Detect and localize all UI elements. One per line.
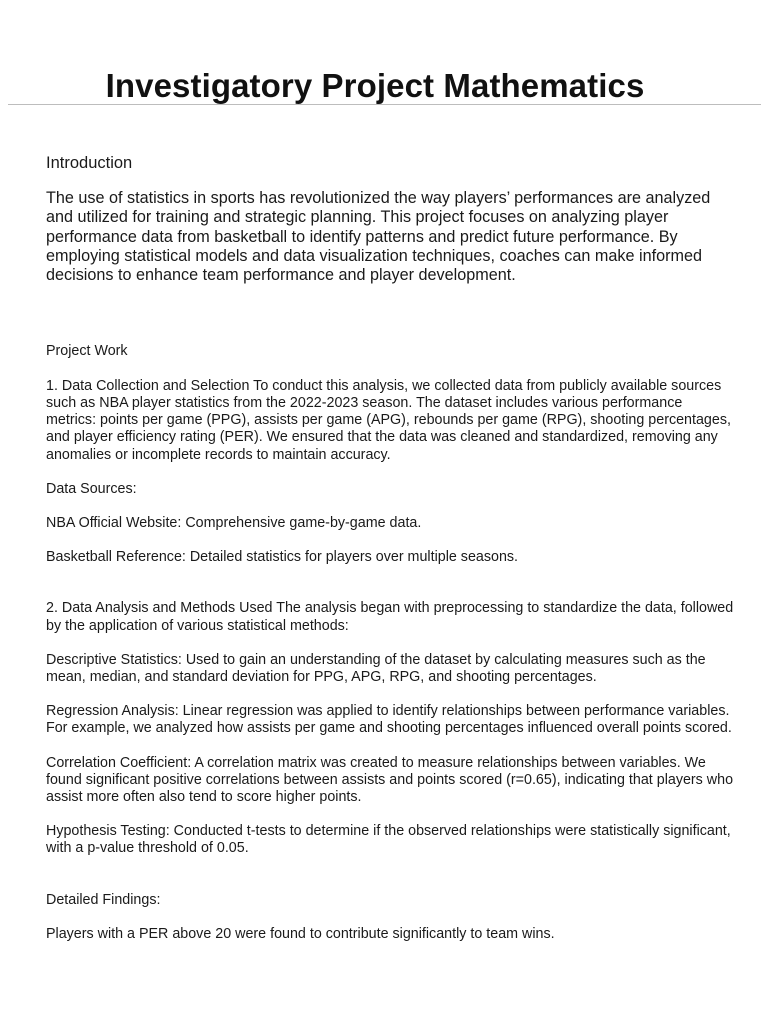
hypothesis-testing-paragraph: Hypothesis Testing: Conducted t-tests to determine if the observed relationships were statistically significant, with a p-value threshold of 0.05. — [46, 823, 731, 857]
data-collection-paragraph: 1. Data Collection and Selection To conduct this analysis, we collected data from publicly available sources such as NBA player statistics from the 2022-2023 season. The dataset includes various performance metrics: points per game (PPG), assists per game (APG), rebounds per game (RPG), shooting percentages, and player efficiency rating (PER). We ensured that the data was cleaned and standardized, removing any anomalies or incomplete records to maintain accuracy. — [46, 377, 731, 463]
page-title: Investigatory Project Mathematics — [105, 67, 645, 105]
finding-per-paragraph: Players with a PER above 20 were found to contribute significantly to team wins. — [46, 925, 555, 942]
analysis-intro-paragraph: 2. Data Analysis and Methods Used The analysis began with preprocessing to standardize the data, followed by the application of various statistical methods: — [46, 600, 734, 634]
detailed-findings-heading: Detailed Findings: — [46, 891, 161, 908]
source-nba-paragraph: NBA Official Website: Comprehensive game-by-game data. — [46, 514, 422, 531]
correlation-paragraph: Correlation Coefficient: A correlation matrix was created to measure relationships between variables. We found significant positive correlations between assists and points scored (r=0.65), indicating that players who assist more often also tend to score higher points. — [46, 754, 734, 805]
introduction-paragraph: The use of statistics in sports has revolutionized the way players’ performances are analyzed and utilized for training and strategic planning. This project focuses on analyzing player performance data from basketball to identify patterns and predict future performance. By employing statistical models and data visualization techniques, coaches can make informed decisions to enhance team performance and player development. — [46, 189, 711, 285]
regression-analysis-paragraph: Regression Analysis: Linear regression was applied to identify relationships between performance variables. For example, we analyzed how assists per game and shooting percentages influenced overall points scored. — [46, 703, 732, 737]
introduction-heading: Introduction — [46, 154, 133, 172]
descriptive-statistics-paragraph: Descriptive Statistics: Used to gain an understanding of the dataset by calculating measures such as the mean, median, and standard deviation for PPG, APG, RPG, and shooting percentages. — [46, 651, 706, 685]
source-bbref-paragraph: Basketball Reference: Detailed statistics for players over multiple seasons. — [46, 549, 519, 566]
data-sources-heading: Data Sources: — [46, 480, 137, 497]
title-divider — [8, 104, 761, 105]
document-body — [46, 152, 736, 943]
project-work-heading: Project Work — [46, 343, 128, 360]
